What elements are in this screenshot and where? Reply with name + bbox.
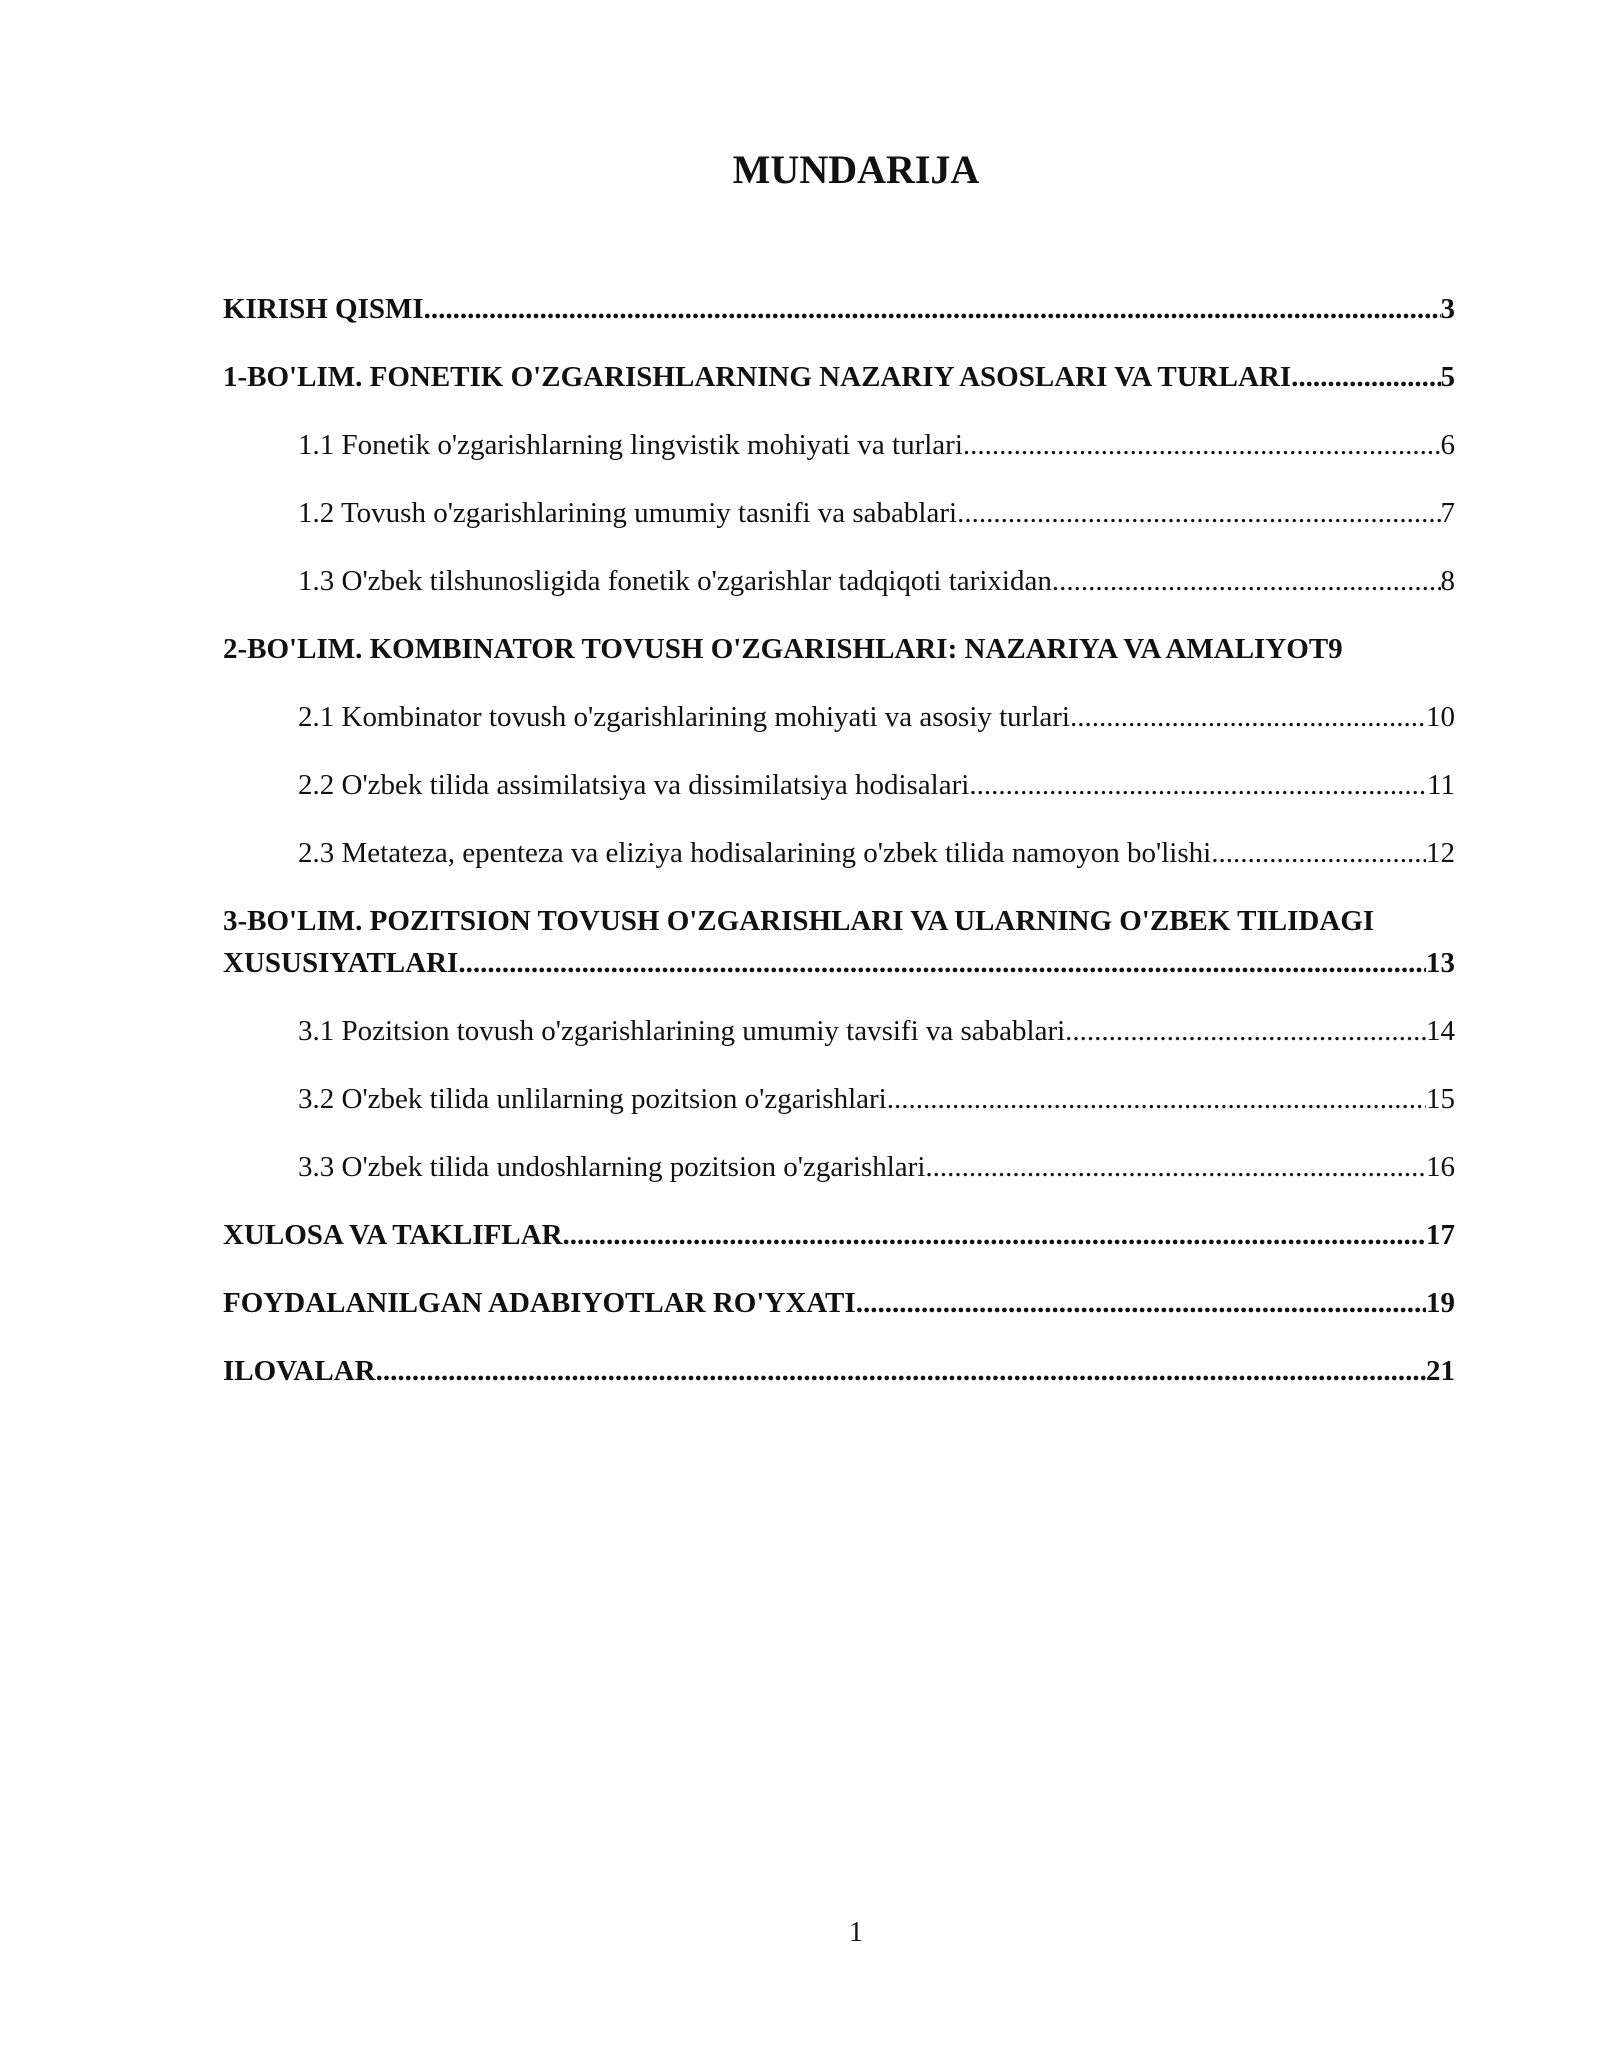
toc-entry-page: 3 — [1440, 293, 1455, 325]
toc-entry-label: FOYDALANILGAN ADABIYOTLAR RO'YXATI — [223, 1287, 856, 1319]
toc-entry-page: 14 — [1426, 1015, 1455, 1047]
toc-entry-page: 16 — [1426, 1151, 1455, 1183]
toc-entry-page: 17 — [1426, 1219, 1455, 1251]
toc-entry-section-1-2[interactable] — [223, 492, 1455, 534]
toc-entry-page: 11 — [1427, 769, 1455, 801]
toc-entry-label: 3.1 Pozitsion tovush o'zgarishlarining umumiy tavsifi va sabablari — [298, 1015, 1066, 1047]
toc-leader-dots — [424, 288, 1441, 330]
toc-entry-label: 2.3 Metateza, epenteza va eliziya hodisalarining o'zbek tilida namoyon bo'lishi — [298, 837, 1212, 869]
toc-entry-section-2-3[interactable] — [223, 832, 1455, 874]
toc-leader-dots — [957, 492, 1440, 534]
toc-entry-label: 1.2 Tovush o'zgarishlarining umumiy tasnifi va sabablari — [298, 497, 958, 529]
toc-leader-dots — [563, 1214, 1426, 1256]
toc-entry-section-1-1[interactable] — [223, 424, 1455, 466]
toc-entry-page: 21 — [1426, 1355, 1455, 1387]
toc-entry-page: 15 — [1426, 1083, 1455, 1115]
toc-entry-page: 19 — [1426, 1287, 1455, 1319]
toc-entry-page: 10 — [1426, 701, 1455, 733]
toc-leader-dots — [856, 1282, 1426, 1324]
toc-leader-dots — [1070, 696, 1426, 738]
toc-entry-adabiyotlar[interactable] — [223, 1282, 1455, 1324]
toc-entry-ilovalar[interactable] — [223, 1350, 1455, 1392]
toc-entry-page: 5 — [1440, 361, 1455, 393]
page-number: 1 — [849, 1917, 863, 1948]
toc-leader-dots — [1211, 832, 1426, 874]
toc-entry-kirish[interactable] — [223, 288, 1455, 330]
toc-entry-label: 2.2 O'zbek tilida assimilatsiya va dissimilatsiya hodisalari — [298, 769, 970, 801]
toc-entry-page: 13 — [1426, 947, 1455, 979]
toc-leader-dots — [458, 942, 1426, 984]
toc-entry-label: 3.3 O'zbek tilida undoshlarning pozitsion o'zgarishlari — [298, 1151, 926, 1183]
toc-entry-section-3-3[interactable] — [223, 1146, 1455, 1188]
toc-leader-dots — [1291, 356, 1440, 398]
toc-leader-dots — [969, 764, 1427, 806]
toc-entry-label: KIRISH QISMI — [223, 293, 424, 325]
toc-entry-section-2-1[interactable] — [223, 696, 1455, 738]
toc-entry-label: 1-BO'LIM. FONETIK O'ZGARISHLARNING NAZARIY ASOSLARI VA TURLARI — [223, 361, 1292, 393]
toc-entry-label: 2.1 Kombinator tovush o'zgarishlarining mohiyati va asosiy turlari — [298, 701, 1070, 733]
toc-entry-label-line-1: 3-BO'LIM. POZITSION TOVUSH O'ZGARISHLARI VA ULARNING O'ZBEK TILIDAGI — [223, 905, 1375, 937]
toc-leader-dots — [887, 1078, 1426, 1120]
toc-entry-section-2-2[interactable] — [223, 764, 1455, 806]
page-title: MUNDARIJA — [732, 147, 980, 192]
toc-entry-page: 8 — [1440, 565, 1455, 597]
toc-entry-label-line-2: XUSUSIYATLARI — [223, 947, 459, 979]
toc-entry-line-2 — [223, 942, 1455, 984]
toc-entry-label: 3.2 O'zbek tilida unlilarning pozitsion o'zgarishlari — [298, 1083, 887, 1115]
toc-entry-chapter-3[interactable] — [223, 900, 1455, 984]
toc-entry-label: ILOVALAR — [223, 1355, 376, 1387]
toc-leader-dots — [963, 424, 1441, 466]
toc-entry-section-3-1[interactable] — [223, 1010, 1455, 1052]
toc-entry-chapter-1[interactable] — [223, 356, 1455, 398]
toc-entry-page: 7 — [1440, 497, 1455, 529]
toc-entry-page: 9 — [1328, 633, 1343, 665]
toc-entry-xulosa[interactable] — [223, 1214, 1455, 1256]
toc-leader-dots — [925, 1146, 1426, 1188]
table-of-contents — [223, 288, 1455, 1418]
toc-entry-label: XULOSA VA TAKLIFLAR — [223, 1219, 563, 1251]
toc-entry-section-3-2[interactable] — [223, 1078, 1455, 1120]
toc-leader-dots — [1052, 560, 1441, 602]
toc-entry-label: 2-BO'LIM. KOMBINATOR TOVUSH O'ZGARISHLARI: NAZARIYA VA AMALIYOT — [223, 633, 1329, 665]
toc-entry-section-1-3[interactable] — [223, 560, 1455, 602]
toc-entry-label: 1.1 Fonetik o'zgarishlarning lingvistik mohiyati va turlari — [298, 429, 963, 461]
toc-entry-page: 6 — [1440, 429, 1455, 461]
toc-leader-dots — [376, 1350, 1426, 1392]
toc-entry-chapter-2[interactable] — [223, 628, 1455, 670]
toc-entry-page: 12 — [1426, 837, 1455, 869]
toc-entry-label: 1.3 O'zbek tilshunosligida fonetik o'zgarishlar tadqiqoti tarixidan — [298, 565, 1052, 597]
toc-leader-dots — [1065, 1010, 1426, 1052]
